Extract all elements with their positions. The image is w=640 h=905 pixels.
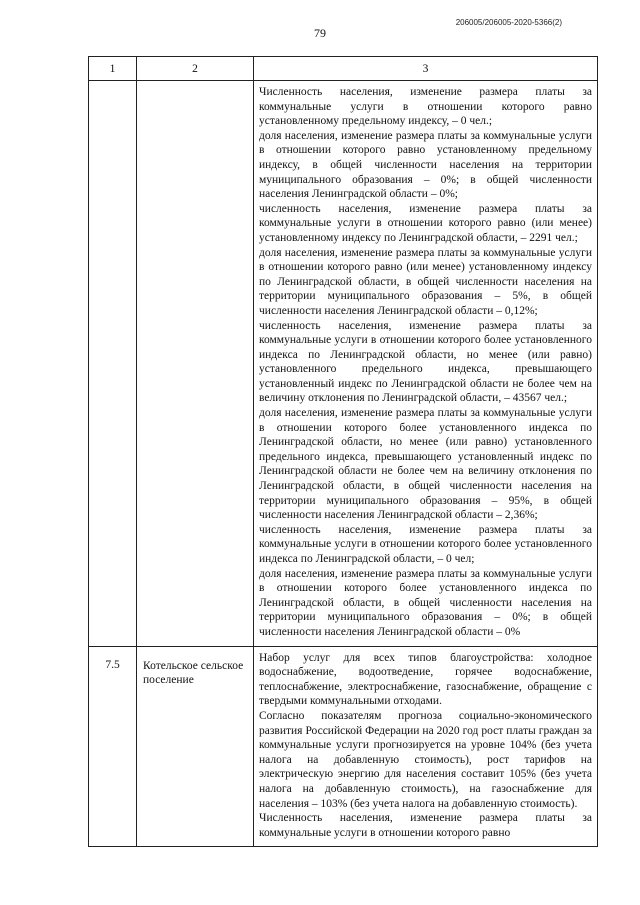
paragraph: численность населения, изменение размера платы за коммунальные услуги в отношении которого равно (или менее) установленному индексу по Ленинградской области, – 2291 чел.;	[259, 202, 592, 244]
column-header-3: 3	[254, 57, 598, 81]
paragraph: численность населения, изменение размера платы за коммунальные услуги в отношении которого более установленного индекса по Ленинградской области, – 0 чел;	[259, 523, 592, 565]
data-table	[88, 56, 598, 847]
table-row	[89, 646, 598, 847]
row-number: 7.5	[89, 646, 137, 847]
settlement-name	[137, 81, 254, 647]
row-description	[254, 646, 598, 847]
paragraph: доля населения, изменение размера платы за коммунальные услуги в отношении которого равно (или менее) установленному индексу по Ленинградской области, в общей численности населения на территории муниципального образования – 5%, в общей численности населения Ленинградской области – 0,12%;	[259, 246, 592, 317]
paragraph: доля населения, изменение размера платы за коммунальные услуги в отношении которого более установленного индекса по Ленинградской области, в общей численности населения на территории муниципального образования – 0%; в общей численности населения Ленинградской области – 0%	[259, 567, 592, 638]
paragraph: доля населения, изменение размера платы за коммунальные услуги в отношении которого более установленного индекса по Ленинградской области, но менее (или равно) установленного предельного индекса, превышающего установленный индекс по Ленинградской области не более чем на величину отклонения по Ленинградской области, в общей численности населения на территории муниципального образования – 95%, в общей численности населения Ленинградской области – 2,36%;	[259, 407, 592, 522]
row-number	[89, 81, 137, 647]
settlement-name: Котельское сельское поселение	[137, 646, 254, 847]
paragraph: Численность населения, изменение размера платы за коммунальные услуги в отношении которого равно установленному предельному индексу, – 0 чел.;	[259, 86, 592, 128]
row-description	[254, 81, 598, 647]
paragraph: доля населения, изменение размера платы за коммунальные услуги в отношении которого равно установленному предельному индексу, в общей численности населения на территории муниципального образования – 0%; в общей численности населения Ленинградской области – 0%;	[259, 129, 592, 201]
column-header-2: 2	[137, 57, 254, 81]
paragraph: Согласно показателям прогноза социально-экономического развития Российской Федерации на 2020 год рост платы граждан за коммунальные услуги прогнозируется на уровне 104% (без учета налога на добавленную стоимость), рост тарифов на электрическую энергию для населения составит 105% (без учета налога на добавленную стоимость), на газоснабжение для населения – 103% (без учета налога на добавленную стоимость).	[259, 709, 592, 810]
paragraph: Численность населения, изменение размера платы за коммунальные услуги в отношении которого равно	[259, 812, 592, 839]
table-row	[89, 81, 598, 647]
paragraph: Набор услуг для всех типов благоустройства: холодное водоснабжение, водоотведение, горячее водоснабжение, теплоснабжение, электроснабжение, газоснабжение, обращение с твердыми коммунальными отходами.	[259, 651, 592, 708]
table-header-row	[89, 57, 598, 81]
paragraph: численность населения, изменение размера платы за коммунальные услуги в отношении которого более установленного индекса по Ленинградской области, но менее (или равно) установленного предельного индекса, превышающего установленный индекс по Ленинградской области не более чем на величину отклонения по Ленинградской области, – 43567 чел.;	[259, 319, 592, 405]
page-number: 79	[314, 26, 326, 40]
document-id: 206005/206005-2020-5366(2)	[455, 18, 562, 27]
column-header-1: 1	[89, 57, 137, 81]
